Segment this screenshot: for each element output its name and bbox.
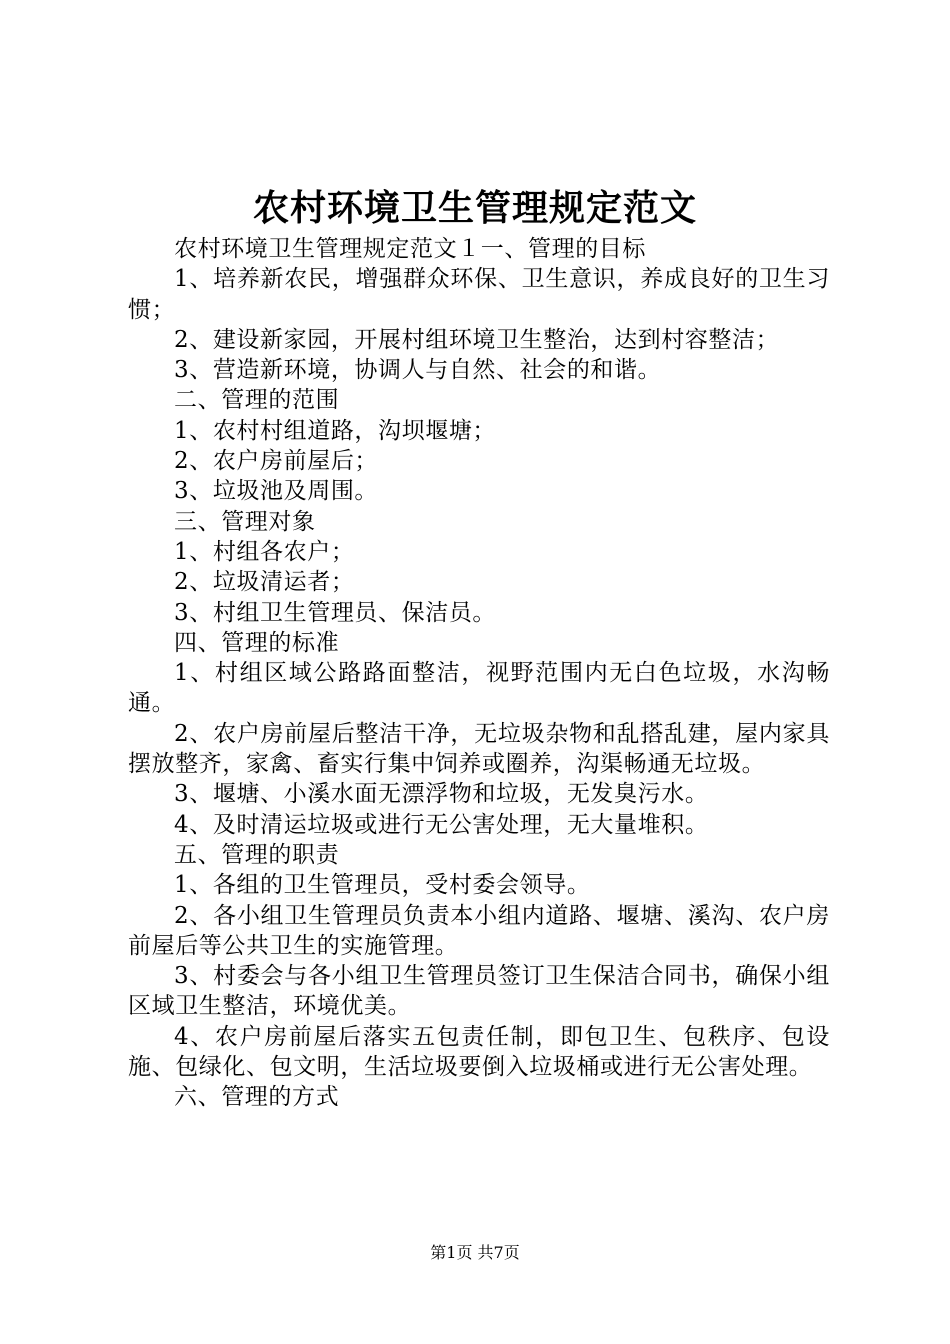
paragraph: 2、垃圾清运者； [174, 569, 355, 596]
paragraph: 3、堰塘、小溪水面无漂浮物和垃圾，无发臭污水。 [174, 781, 709, 808]
section-heading-scope: 二、管理的范围 [174, 387, 340, 414]
section-heading-methods: 六、管理的方式 [174, 1084, 340, 1111]
paragraph: 2、农户房前屋后整洁干净，无垃圾杂物和乱搭乱建，屋内家具摆放整齐，家禽、畜实行集中饲养或圈养，沟渠畅通无垃圾。 [128, 720, 830, 778]
section-heading-objects: 三、管理对象 [174, 508, 316, 535]
paragraph: 3、营造新环境，协调人与自然、社会的和谐。 [174, 357, 662, 384]
paragraph: 3、村组卫生管理员、保洁员。 [174, 599, 497, 626]
paragraph-heading-goals: 农村环境卫生管理规定范文１一、管理的目标 [174, 236, 646, 262]
paragraph: 2、各小组卫生管理员负责本小组内道路、堰塘、溪沟、农户房前屋后等公共卫生的实施管理。 [128, 902, 830, 959]
paragraph: 1、村组各农户； [174, 538, 355, 565]
document-title: 农村环境卫生管理规定范文 [252, 187, 697, 229]
paragraph: 3、垃圾池及周围。 [174, 478, 379, 505]
paragraph: 4、农户房前屋后落实五包责任制，即包卫生、包秩序、包设施、包绿化、包文明，生活垃圾要倒入垃圾桶或进行无公害处理。 [128, 1023, 830, 1081]
paragraph: 4、及时清运垃圾或进行无公害处理，无大量堆积。 [174, 811, 709, 838]
page-footer: 第1页 共7页 [430, 1243, 520, 1262]
section-heading-duties: 五、管理的职责 [174, 841, 340, 868]
paragraph: 2、建设新家园，开展村组环境卫生整治，达到村容整洁； [174, 326, 780, 353]
paragraph: 1、培养新农民，增强群众环保、卫生意识，养成良好的卫生习惯； [128, 266, 830, 323]
document-body [128, 234, 830, 1113]
paragraph: 2、农户房前屋后； [174, 448, 379, 475]
paragraph: 1、各组的卫生管理员，受村委会领导。 [174, 872, 591, 899]
paragraph: 3、村委会与各小组卫生管理员签订卫生保洁合同书，确保小组区域卫生整洁，环境优美。 [128, 963, 830, 1020]
paragraph: 1、村组区域公路路面整洁，视野范围内无白色垃圾，水沟畅通。 [128, 660, 830, 717]
paragraph: 1、农村村组道路，沟坝堰塘； [174, 417, 497, 444]
section-heading-standards: 四、管理的标准 [174, 629, 340, 656]
